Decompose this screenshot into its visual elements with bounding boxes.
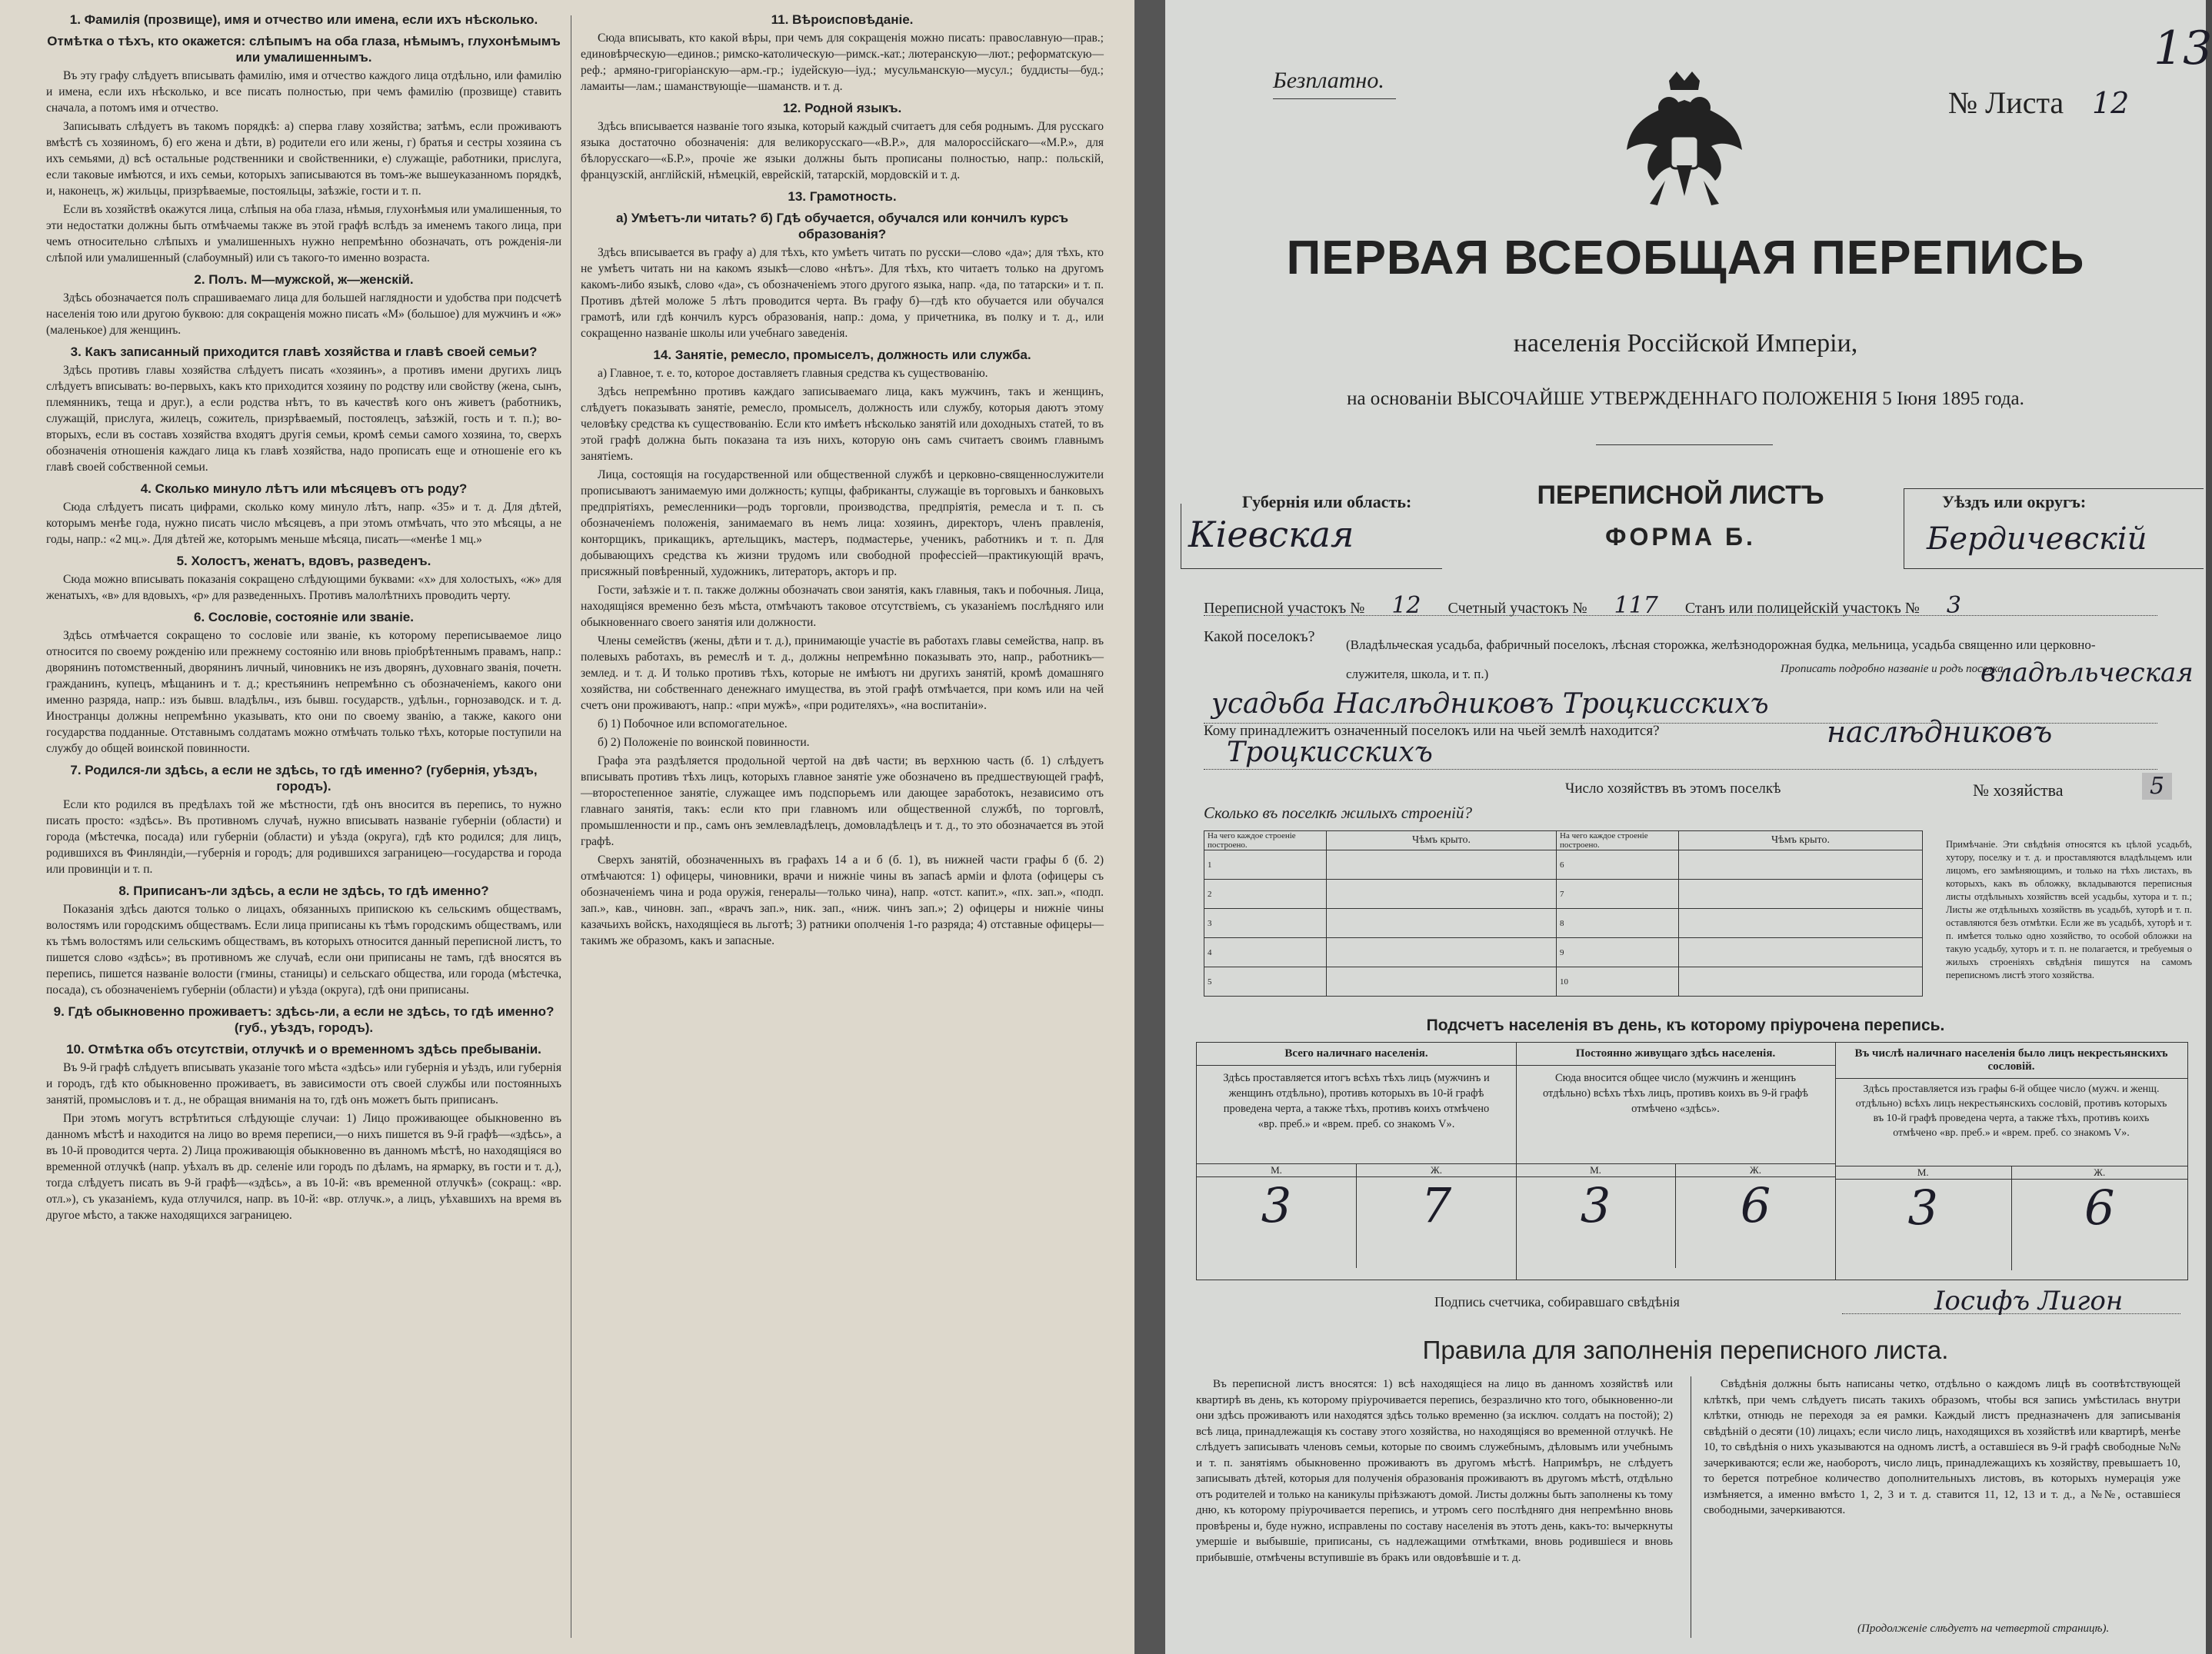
instructions-column-1: [46, 6, 561, 1644]
instruction-heading: 4. Сколько минуло лѣтъ или мѣсяцевъ отъ роду?: [140, 481, 468, 496]
instruction-paragraph: б) 2) Положеніе по воинской повинности.: [598, 736, 810, 749]
count-col-total-m-value: 3: [1197, 1177, 1357, 1268]
count-col-non-peasant-m-value: 3: [1835, 1180, 2012, 1270]
instruction-heading: 9. Гдѣ обыкновенно проживаетъ: здѣсь-ли, а если не здѣсь, то гдѣ именно? (губ., уѣздъ, городъ).: [53, 1004, 555, 1035]
owner-handwritten-1: наслѣдниковъ: [1827, 715, 2053, 749]
corner-handwritten-number: 13: [2154, 22, 2212, 75]
counter-signature-label: Подпись счетчика, собиравшаго свѣдѣнія: [1434, 1294, 1680, 1310]
instruction-paragraph: Графа эта раздѣляется продольной чертой на двѣ части; въ верхнюю часть (б. 1) слѣдуетъ вписывать противъ тѣхъ лицъ, которыхъ главное занятіе уже обозначено въ предшествующей графѣ,—второстепенное занятіе, служащее имъ подспорьемъ или дающее заработокъ, независимо отъ главнаго занятія, такъ: если кто при главномъ или общественной службѣ, по торговлѣ, промышленности и пр., самъ онъ землевладѣлецъ, домовладѣлецъ и т. д., то это обозначается въ этой графѣ.: [581, 754, 1104, 848]
instruction-paragraph: Если въ хозяйствѣ окажутся лица, слѣпыя на оба глаза, нѣмыя, глухонѣмыя или умалишенныя, то эти недостатки должны быть отмѣчаемы также въ этой графѣ вслѣдъ за именемъ такого лица, при чемъ относительно слѣпыхъ и умалишенныхъ нужно непремѣнно обозначать, отъ рожденія-ли слѣпой или умалишенный (слабоумный) или съ такого-то именно возраста.: [46, 203, 561, 265]
settlement-hint: (Владѣльческая усадьба, фабричный поселокъ, лѣсная сторожка, желѣзнодорожная будка, мельница, усадьба священно или церковно-служителя, школа, и т. п.): [1346, 637, 2096, 681]
count-col-permanent-f-value: 6: [1740, 1177, 1771, 1233]
instruction-paragraph: б) 1) Побочное или вспомогательное.: [598, 717, 788, 730]
count-col-total-m-label: М.: [1197, 1164, 1357, 1176]
household-number-value: 5: [2142, 773, 2172, 800]
buildings-head-roof-2: Чѣмъ крыто.: [1679, 831, 1923, 850]
district-label: Уѣздъ или округъ:: [1942, 492, 2087, 511]
settlement-handwritten-1: владѣльческая: [1980, 657, 2194, 688]
buildings-note: Примѣчаніе. Эти свѣдѣнія относятся къ цѣлой усадьбѣ, хутору, поселку и т. д. и проставляются владѣльцемъ или лицомъ, его замѣняющимъ, и только на тѣхъ листахъ, въ которыхъ, какъ въ обложку, вкладываются переписныя листы отдѣльныхъ хозяйствъ всей усадьбы, хутора и т. п.; Листы же отдѣльныхъ хозяйствъ въ усадьбѣ, хуторѣ и т. п. оставляются безъ отмѣтки. Если же въ усадьбѣ, хуторѣ и т. п. имѣется только одно хозяйство, то особой обложки на такую усадьбу, хуторъ и т. п. не полагается, и требуемыя о жилыхъ строеніяхъ свѣдѣнія пишутся на самомъ переписномъ листѣ этого хозяйства.: [1946, 839, 2192, 980]
instruction-paragraph: Здѣсь вписывается названіе того языка, который каждый считаетъ для себя роднымъ. Для русскаго языка достаточно обозначенія: для великорусскаго—«В.Р.», для малороссійскаго—«М.Р.», для бѣлорусскаго—«Б.Р.», прочіе же языки должны быть прописаны полностью, напр.: польскій, французскій, англійскій, нѣмецкій, еврейскій, татарскій, мордовскій и т. д.: [581, 120, 1104, 181]
buildings-row-number: 4: [1204, 938, 1327, 967]
owner-handwritten-2: Троцкисскихъ: [1227, 737, 1433, 768]
census-sheet-title: ПЕРЕПИСНОЙ ЛИСТЪ: [1537, 481, 1824, 510]
households-count-label: Число хозяйствъ въ этомъ поселкѣ: [1565, 780, 1781, 797]
count-col-non-peasant-text: Здѣсь проставляется изъ графы 6-й общее число (мужч. и женщ. отдѣльно) всѣхъ лицъ некрестьянскихъ сословій, противъ которыхъ въ 10-й графѣ проведена черта, а также тѣхъ, противъ коихъ отмѣчено «вр. преб.» и «врем. преб. со знакомъ V».: [1855, 1083, 2167, 1139]
instruction-paragraph: Показанія здѣсь даются только о лицахъ, обязанныхъ припискою къ сельскимъ обществамъ, волостямъ или городскимъ обществамъ. Если лица приписаны къ тѣмъ городскимъ обществамъ, или къ тѣмъ волостямъ или сельскимъ обществамъ, въ которыхъ относится данный переписной листъ, то пишется слово «здѣсь»; въ противномъ же случаѣ, если они приписаны не тамъ, гдѣ вносятся въ перепись, пишется названіе волости (гмины, станицы) и сельскаго общества, или города (мѣстечка, посада), съ обозначеніемъ губерніи (области) и уѣзда (округа), гдѣ они приписаны.: [46, 903, 561, 997]
count-col-non-peasant-m-label: М.: [1835, 1166, 2012, 1179]
buildings-head-built-2: На чего каждое строеніе построено.: [1557, 831, 1679, 850]
settlement-hint-2: Прописать подробно названіе и родъ поселка.: [1781, 663, 2007, 675]
form-label: ФОРМА Б.: [1605, 523, 1756, 551]
instruction-paragraph: Сюда можно вписывать показанія сокращено слѣдующими буквами: «х» для холостыхъ, «ж» для женатыхъ, «в» для вдовыхъ, «р» для разведенныхъ. Противъ малолѣтнихъ проводить черту.: [46, 573, 561, 602]
instruction-paragraph: Сверхъ занятій, обозначенныхъ въ графахъ 14 а и б (б. 1), въ нижней части графы б (б. 2) отмѣчаются: 1) офицеры, чиновники, врачи и нижніе чины въ запасѣ арміи и флота (офицеры съ обозначеніемъ чина и рода оружія, генералы—только чина), напр. «отст. капит.», «пх. зап.», «подп. зап.», кав., чиновн. зап., «врачъ зап.», ник. зап., «ниж. чинъ зап.»; 2) офицеры и нижніе чины казачьихъ войскъ, находящіеся вь льготѣ; 3) ратники ополченія 1-го разряда; 4) отставные офицеры—такимъ же образомъ, какъ и запасные.: [581, 854, 1104, 947]
count-col-permanent-m-label: М.: [1516, 1164, 1676, 1176]
police-precinct-label: Станъ или полицейскій участокъ №: [1684, 600, 1920, 617]
settlement-label: Какой поселокъ?: [1204, 628, 1315, 645]
instruction-paragraph: а) Главное, т. е. то, которое доставляетъ главныя средства къ существованію.: [598, 367, 988, 380]
population-count-title: Подсчетъ населенія въ день, къ которому пріурочена перепись.: [1426, 1017, 1945, 1034]
instruction-heading: 3. Какъ записанный приходится главѣ хозяйства и главѣ своей семьи?: [70, 344, 538, 359]
count-col-total-text: Здѣсь проставляется итогъ всѣхъ тѣхъ лицъ (мужчинъ и женщинъ отдѣльно), противъ которыхъ въ 10-й графѣ проведена черта, а также тѣхъ, противъ коихъ отмѣчено «вр. преб.» и «врем. преб. со знакомъ V».: [1223, 1072, 1490, 1130]
free-label: Безплатно.: [1273, 68, 1384, 93]
count-col-non-peasant: [1835, 1043, 2187, 1280]
instruction-paragraph: При этомъ могутъ встрѣтиться слѣдующіе случаи: 1) Лицо проживающее обыкновенно въ данномъ мѣстѣ и находится на лицо во время переписи,—о нихъ пишется въ 9-й графѣ—«здѣсь», а въ 10-й проводится черта. 2) Лица проживающія обыкновенно въ данномъ мѣстѣ, но находящіяся во временной отлучкѣ (напр. уѣхалъ въ др. селеніе или городъ по дѣламъ, на ярмарку, въ гости и т. д.), тогда слѣдуетъ писать въ 9-й графѣ—«здѣсь», а въ 10-й: «въ временной отлучкѣ» (сокращ.: «вр. отл.»), съ указаніемъ, куда отлучился, напр. въ 10-й: «вр. отлучк.», а лицъ, уѣхавшихъ на время въ другое мѣсто, а также находящихся заграницею.: [46, 1112, 561, 1222]
instruction-heading: 6. Сословіе, состояніе или званіе.: [194, 610, 414, 624]
instruction-heading: 2. Полъ. М—мужской, ж—женскій.: [194, 272, 414, 287]
instruction-heading: 7. Родился-ли здѣсь, а если не здѣсь, то гдѣ именно? (губернія, уѣздъ, городъ).: [70, 763, 538, 794]
counter-signature: Іосифъ Лигон: [1934, 1286, 2124, 1316]
counting-precinct-value: 117: [1614, 592, 1658, 619]
instruction-paragraph: Сюда слѣдуетъ писать цифрами, сколько кому минуло лѣтъ, напр. «35» и т. д. Для дѣтей, которымъ менѣе года, нужно писать число мѣсяцевъ, а при этомъ отмѣчать, что это мѣсяцы, а не годы, напр.: «2 мц.». Для дѣтей же, которымъ меньше мѣсяца, писать—«менѣе 1 мц.»: [46, 501, 561, 546]
instructions-column-2: [581, 6, 1104, 1644]
instruction-paragraph: Здѣсь непремѣнно противъ каждаго записываемаго лица, какъ мужчинъ, такъ и женщинъ, слѣдуетъ показывать занятіе, ремесло, промыселъ, должность или службу, которыя даютъ этому человѣку средства къ существованію. Если кто имѣетъ нѣсколько занятій или доходныхъ статей, то въ этой графѣ должна быть показана та изъ нихъ, которую онъ самъ считаетъ своимъ главнымъ занятіемъ.: [581, 385, 1104, 463]
instruction-paragraph: Въ 9-й графѣ слѣдуетъ вписывать указаніе того мѣста «здѣсь» или губернія и уѣздъ, или губернія и городъ, гдѣ кто обыкновенно проживаетъ, въ зависимости отъ своей службы или постоянныхъ занятій, промысловъ и т. д., не обращая вниманія на то, гдѣ онъ можетъ быть приписанъ.: [46, 1061, 561, 1107]
instruction-heading: 11. Вѣроисповѣданіе.: [771, 12, 914, 27]
instruction-paragraph: Лица, состоящія на государственной или общественной службѣ и церковно-священнослужители прописываютъ занимаемую ими должность; купцы, фабриканты, служащіе въ торговыхъ и банковыхъ предпріятіяхъ, ремесленники—родъ торговли, производства, предпріятія, ремесла и т. п. съ обозначеніемъ положенія, занимаемаго въ немъ лица: хозяинъ, директоръ, членъ правленія, конторщикъ, прикащикъ, артельщикъ, мастеръ, подмастерье, ученикъ, работникъ и т. п. Для добывающихъ средства къ жизни трудомъ или свободной профессіей—практикующій врачъ, присяжный повѣренный, художникъ, литераторъ, акторъ и пр.: [581, 468, 1104, 578]
instruction-paragraph: Сюда вписывать, кто какой вѣры, при чемъ для сокращенія можно писать: православную—прав.; единовѣрческую—единов.; римско-католическую—римск.-кат.; лютеранскую—лют.; реформатскую—реф.; армяно-григоріанскую—арм.-гр.; іудейскую—іуд.; мусульманскую—мусул.; буддисты—буд.; ламаиты—лам.; шаманствующіе—шаманств. и т. д.: [581, 32, 1104, 93]
instruction-paragraph: Если кто родился въ предѣлахъ той же мѣстности, гдѣ онъ вносится въ перепись, то нужно писать просто: «здѣсь». Въ противномъ случаѣ, нужно вписывать названіе губерніи (области) и города (мѣстечка, посада) или губерніи (области) и уѣзда (округа), гдѣ кто родился; для лицъ, родившихся въ Финляндіи,—губернія и городъ; для родившихся заграницею—государства и города или провинціи и т. п.: [46, 798, 561, 876]
instruction-heading: 10. Отмѣтка объ отсутствіи, отлучкѣ и о временномъ здѣсь пребываніи.: [66, 1042, 541, 1057]
double-headed-eagle-emblem: [1623, 65, 1746, 219]
count-col-total-f-label: Ж.: [1431, 1164, 1442, 1176]
province-value: Кіевская: [1188, 514, 1354, 555]
instruction-paragraph: Записывать слѣдуетъ въ такомъ порядкѣ: а) сперва главу хозяйства; затѣмъ, если проживаютъ вмѣстѣ съ хозяиномъ, б) его жена и дѣти, в) родители его или жены, г) братья и сестры хозяина съ ихъ семьями, д) всѣ остальные родственники и свойственники, е) служащіе, работники, прислуга, если таковые имѣются, и ихъ семьи, которыхъ записываются въ томъ-же вышеуказанномъ порядкѣ, и, наконецъ, ж) жильцы, призрѣваемые, постояльцы, заѣзжіе, гости и т. п.: [46, 120, 561, 198]
buildings-row-number: 2: [1204, 880, 1327, 909]
buildings-row-number: 3: [1204, 909, 1327, 938]
count-col-non-peasant-f-label: Ж.: [2094, 1166, 2106, 1178]
buildings-count-label: Сколько въ поселкѣ жилыхъ строеній?: [1204, 804, 1472, 822]
buildings-row-number: 8: [1557, 909, 1679, 938]
instruction-paragraph: Здѣсь вписывается въ графу а) для тѣхъ, кто умѣетъ читать по русски—слово «да»; для тѣхъ, кто не умѣетъ читать ни на какомъ языкѣ—слово «нѣтъ». Для тѣхъ, кто читаетъ только на другомъ какомъ-либо языкѣ, слово «да», съ обозначеніемъ этого другого языка, напр. «да, по татарски» и т. п. Противъ дѣтей моложе 5 лѣтъ проводится черта. Въ графу б)—гдѣ кто обучается или обучался грамотѣ, или гдѣ кончилъ курсъ образованія, напр.: дома, у причетника, въ полку и т. д., или сокращенно названіе школы или учебнаго заведенія.: [581, 246, 1104, 340]
rules-right-column: Свѣдѣнія должны быть написаны четко, отдѣльно о каждомъ лицѣ въ соотвѣтствующей клѣткѣ, при чемъ слѣдуетъ писать такихъ образомъ, чтобы вся запись умѣстилась внутри клѣтки, отнюдь не переходя за ея рамки. Каждый листъ предназначенъ для записыванія свѣдѣній о десяти (10) лицахъ; если число лицъ, находящихся въ хозяйствѣ или квартирѣ, менѣе 10, то свѣдѣнія о нихъ указываются на одномъ листѣ, а оставшіеся въ 9-й графѣ свободные №№ зачеркиваются; если же, наоборотъ, число лицъ, принадлежащихъ къ хозяйству, превышаетъ 10, то берется потребное количество дополнительныхъ листовъ, въ которыхъ нумерація уже измѣняется, а именно вмѣсто 1, 2, 3 и т. д. ставится 11, 12, 13 и т. д., а №№, оставшіеся свободными, зачеркиваются.: [1704, 1378, 2180, 1516]
population-count-box: [1196, 1042, 2188, 1280]
count-col-permanent-m-value: 3: [1516, 1177, 1676, 1268]
instruction-paragraph: Члены семействъ (жены, дѣти и т. д.), принимающіе участіе въ работахъ главы семейства, напр. въ полевыхъ работахъ, въ ремеслѣ и т. д., должны непремѣнно показывать это, напр., работникъ—землед. и т. д. И только противъ тѣхъ, которые не имѣютъ ни другихъ занятій, кромѣ домашняго хозяйства, ни собственнаго денежнаго имущества, въ этой графѣ отмѣчается, при комъ или на чей счетъ они проживаютъ, напр.: «при мужѣ», «при родителяхъ», «на воспитаніи».: [581, 634, 1104, 712]
owner-label: Кому принадлежитъ означенный поселокъ или на чьей землѣ находится?: [1204, 723, 1660, 739]
buildings-head-built: На чего каждое строеніе построено.: [1204, 831, 1327, 850]
sheet-number-value: 12: [2092, 86, 2130, 120]
buildings-table: [1204, 830, 1923, 997]
rules-left-column: Въ переписной листъ вносятся: 1) всѣ находящіеся на лицо въ данномъ хозяйствѣ или квартирѣ въ день, къ которому пріурочивается перепись, безразлично кто того, обыкновенно-ли они здѣсь проживаютъ или находятся здѣсь только временно (за исключ. солдатъ на постой); 2) всѣ лица, принадлежащія къ составу этого хозяйства, но находящіяся во временной отлучкѣ. Не слѣдуетъ записывать членовъ семьи, которые по своимъ служебнымъ, дѣловымъ или учебнымъ и т. п. занятіямъ обыкновенно проживаютъ въ другомъ мѣстѣ. Напримѣръ, не слѣдуетъ записывать дѣтей, которыя для полученія образованія проживаютъ въ другомъ мѣстѣ, отдѣльно отъ родителей и только на каникулы пріѣзжаютъ домой. Листы должны быть заполнены къ тому дню, къ которому пріурочивается перепись, и утромъ сего послѣдняго дня непремѣнно вновь провѣрены и, буде нужно, исправлены по составу населенія въ этотъ день, какъ-то: вычеркнуты умершіе и выбывшіе, приписаны, съ надлежащими отмѣтками, вновь родившіеся и вновь прибывшіе, отмѣчены вступившіе въ бракъ или овдовѣвшіе и т. д.: [1196, 1378, 1673, 1564]
police-precinct-value: 3: [1946, 592, 1961, 619]
instruction-paragraph: Здѣсь обозначается полъ спрашиваемаго лица для большей наглядности и удобства при подсчетѣ населенія тою или другою буквою: для сокращенія можно писать «М» (большое) для мужчинъ и «ж» (маленькое) для женщинъ.: [46, 291, 561, 337]
count-col-permanent-f-label: Ж.: [1750, 1164, 1761, 1176]
province-label: Губернія или область:: [1242, 492, 1412, 511]
buildings-row-number: 7: [1557, 880, 1679, 909]
count-col-permanent: [1516, 1043, 1836, 1280]
continued-note: (Продолженіе слѣдуетъ на четвертой страницѣ).: [1857, 1622, 2110, 1635]
count-col-total-head: Всего наличнаго населенія.: [1197, 1043, 1516, 1066]
buildings-row-number: 9: [1557, 938, 1679, 967]
instruction-heading: 8. Приписанъ-ли здѣсь, а если не здѣсь, то гдѣ именно?: [118, 884, 489, 898]
district-value: Бердичевскій: [1927, 521, 2147, 557]
census-subtitle: населенія Россійской Имперіи,: [1513, 329, 1858, 358]
count-col-total: [1197, 1043, 1517, 1280]
counting-precinct-label: Счетный участокъ №: [1447, 600, 1587, 617]
count-col-permanent-head: Постоянно живущаго здѣсь населенія.: [1516, 1043, 1835, 1066]
instruction-paragraph: Здѣсь противъ главы хозяйства слѣдуетъ писать «хозяинъ», а противъ имени другихъ лицъ слѣдуетъ вписывать: во-первыхъ, какъ кто приходится хозяину по родству или свойству (жена, сынъ, племянникъ, теща и друг.), а если родства нѣтъ, то въ качествѣ кого онъ живетъ (работникъ, служащій, прислуга, жилецъ, сожитель, призрѣваемый, постоялецъ, заѣзжій, гость и т. п.); во-вторыхъ, если въ составъ хозяйства входятъ другія семьи, кромѣ семьи самого хозяина, то, сверхъ обозначенія отношенія каждаго лица къ главѣ хозяйства, надо прописать еще и отношеніе его къ главѣ своей собственной семьи.: [46, 364, 561, 474]
settlement-handwritten-2: усадьба Наслѣдниковъ Троцкисскихъ: [1211, 688, 1769, 720]
instruction-heading: 13. Грамотность.: [788, 189, 897, 204]
census-decree-line: на основаніи ВЫСОЧАЙШЕ УТВЕРЖДЕННАГО ПОЛОЖЕНІЯ 5 Іюня 1895 года.: [1347, 388, 2024, 409]
count-col-permanent-text: Сюда вносится общее число (мужчинъ и женщинъ отдѣльно) всѣхъ тѣхъ лицъ, противъ коихъ въ 9-й графѣ отмѣчено «здѣсь».: [1542, 1072, 1809, 1115]
buildings-row-number: 10: [1557, 967, 1679, 997]
instruction-heading: 1. Фамилія (прозвище), имя и отчество или имена, если ихъ нѣсколько.: [69, 12, 538, 27]
census-title: ПЕРВАЯ ВСЕОБЩАЯ ПЕРЕПИСЬ: [1286, 231, 2085, 285]
instruction-heading: а) Умѣетъ-ли читать? б) Гдѣ обучается, обучался или кончилъ курсъ образованія?: [615, 211, 1069, 241]
count-col-non-peasant-f-value: 6: [2084, 1180, 2115, 1236]
buildings-row-number: 5: [1204, 967, 1327, 997]
instruction-paragraph: Гости, заѣзжіе и т. п. также должны обозначать свои занятія, какъ главныя, такъ и побочныя. Лица, находящіяся временно безъ мѣста, отмѣчаютъ таковое отсутствіемъ, съ указаніемъ послѣдняго или обыкновеннаго своего занятія или должности.: [581, 584, 1104, 629]
count-col-total-f-value: 7: [1421, 1177, 1452, 1233]
buildings-row-number: 6: [1557, 850, 1679, 880]
census-form-page: [1165, 0, 2212, 1654]
buildings-row-number: 1: [1204, 850, 1327, 880]
instruction-heading: 14. Занятіе, ремесло, промыселъ, должность или служба.: [653, 348, 1031, 362]
instruction-heading: 5. Холостъ, женатъ, вдовъ, разведенъ.: [176, 554, 431, 568]
household-number-label: № хозяйства: [1973, 780, 2064, 800]
sheet-number-label: № Листа: [1948, 85, 2064, 120]
instruction-paragraph: Въ эту графу слѣдуетъ вписывать фамилію, имя и отчество каждого лица отдѣльно, или фамилію и имена, если ихъ нѣсколько, и все писать полностью, при чемъ фамилію (прозвище) ставить сначала, а потомъ имя и отчество.: [46, 69, 561, 115]
instruction-heading: Отмѣтка о тѣхъ, кто окажется: слѣпымъ на оба глаза, нѣмымъ, глухонѣмымъ или умалишеннымъ.: [47, 34, 561, 65]
buildings-head-roof: Чѣмъ крыто.: [1327, 831, 1557, 850]
census-precinct-value: 12: [1391, 592, 1421, 619]
census-precinct-label: Переписной участокъ №: [1204, 600, 1365, 617]
instruction-heading: 12. Родной языкъ.: [782, 101, 902, 115]
book-gutter: [1134, 0, 1165, 1654]
count-col-non-peasant-head: Въ числѣ наличнаго населенія было лицъ некрестьянскихъ сословій.: [1835, 1043, 2187, 1079]
instruction-paragraph: Здѣсь отмѣчается сокращено то сословіе или званіе, къ которому переписываемое лицо относится по своему рожденію или прежнему состоянію или вновь пріобрѣтеннымъ правамъ, напр.: дворянинъ потомственный, дворянинъ личный, чиновникъ не изъ дворянъ, духовнаго званія, почетн. гражданинъ, купецъ, мѣщанинъ и т. д.; крестьянинъ непремѣнно съ обозначеніемъ, какого они именно разряда, напр.: изъ бывш. владѣльч., изъ бывш. государств., удѣльн., горнозаводск. и т. д. Иностранцы должны непремѣнно указывать, кто они по своему званію, а также, какого они государства подданные. Отставнымъ солдатамъ можно отмѣчать только тѣхъ, которые поступили на службу до общей воинской повинности.: [46, 629, 561, 755]
rules-title: Правила для заполненія переписного листа.: [1422, 1336, 1949, 1364]
